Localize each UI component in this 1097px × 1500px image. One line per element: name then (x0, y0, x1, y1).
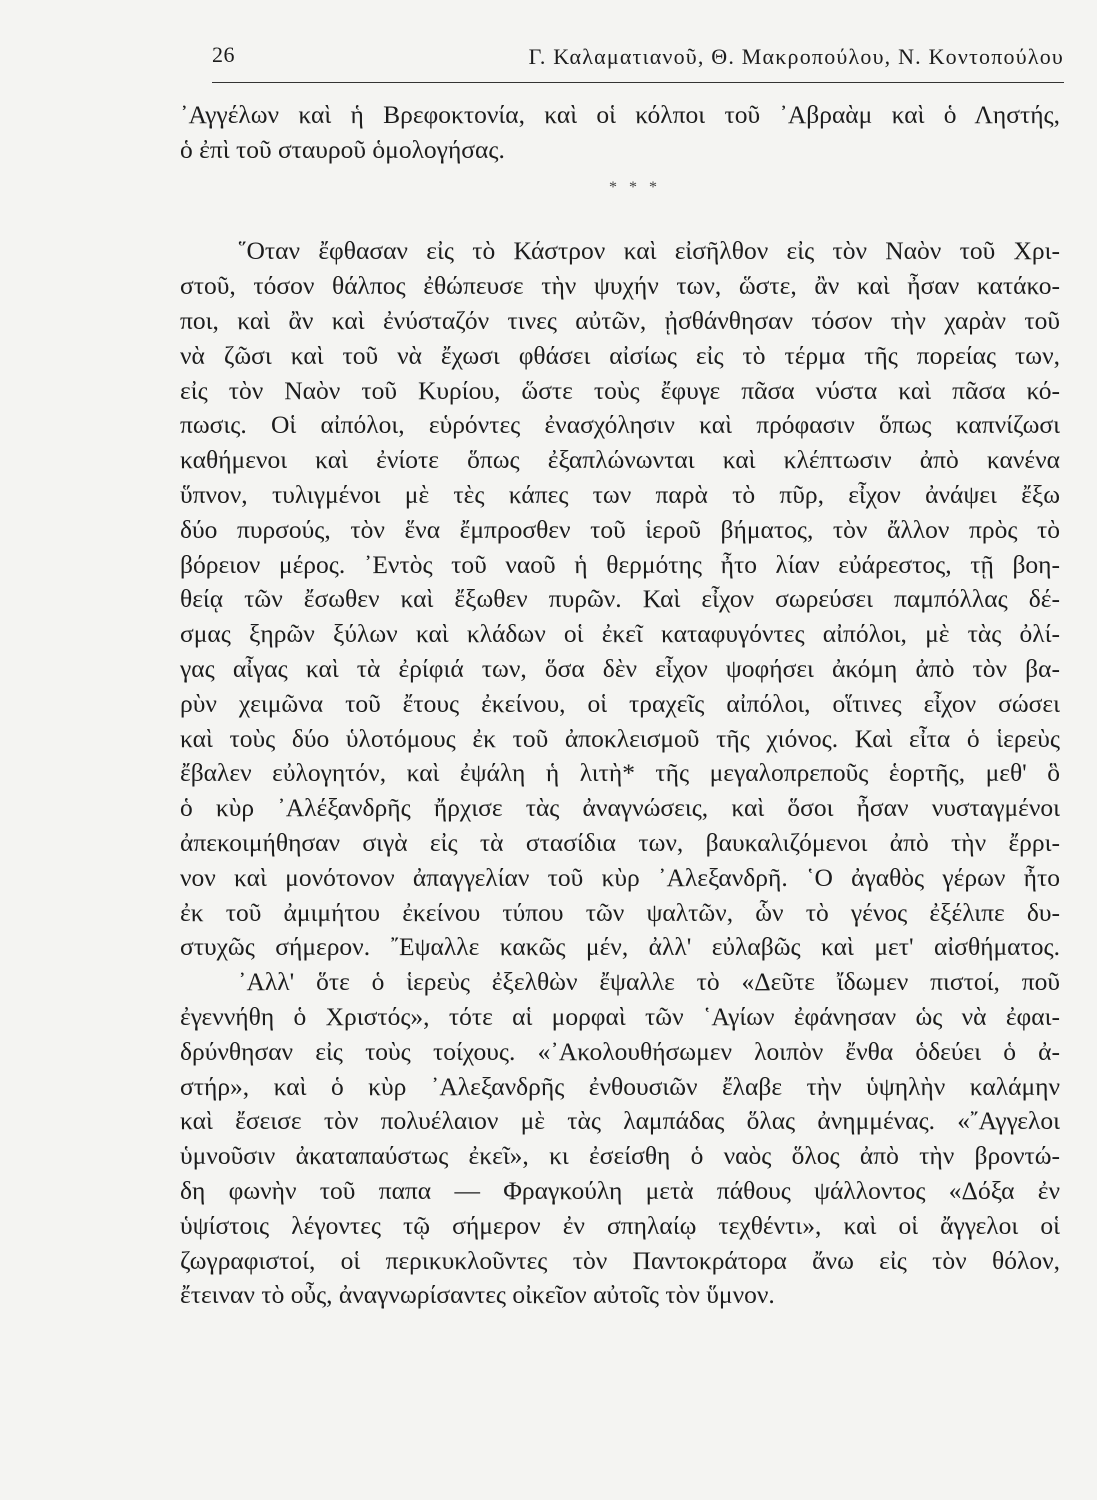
text-line: στήρ», καὶ ὁ κὺρ ᾿Αλεξανδρῆς ἐνθουσιῶν ἔλαβε τὴν ὑψηλὴν καλάμην (180, 1071, 1060, 1101)
text-line: ἐγεννήθη ὁ Χριστός», τότε αἱ μορφαὶ τῶν ῾Αγίων ἐφάνησαν ὡς νὰ ἐφαι- (180, 1001, 1060, 1031)
text-line: ἐκ τοῦ ἀμιμήτου ἐκείνου τύπου τῶν ψαλτῶν, ὧν τὸ γένος ἐξέλιπε δυ- (180, 897, 1060, 927)
text-line: πωσις. Οἱ αἰπόλοι, εὑρόντες ἐνασχόλησιν καὶ πρόφασιν ὅπως καπνίζωσι (180, 410, 1060, 440)
text-line: θείᾳ τῶν ἔσωθεν καὶ ἔξωθεν πυρῶν. Καὶ εἶχον σωρεύσει παμπόλλας δέ- (180, 584, 1060, 614)
text-line: εἰς τὸν Ναὸν τοῦ Κυρίου, ὥστε τοὺς ἔφυγε πᾶσα νύστα καὶ πᾶσα κό- (180, 375, 1060, 405)
text-line: νον καὶ μονότονον ἀπαγγελίαν τοῦ κὺρ ᾿Αλεξανδρῆ. ῾Ο ἀγαθὸς γέρων ἦτο (180, 862, 1060, 892)
text-line: καθήμενοι καὶ ἐνίοτε ὅπως ἐξαπλώνωνται καὶ κλέπτωσιν ἀπὸ κανένα (180, 445, 1060, 475)
text-line: βόρειον μέρος. ᾿Εντὸς τοῦ ναοῦ ἡ θερμότης ἦτο λίαν εὐάρεστος, τῇ βοη- (180, 549, 1060, 579)
text-line: καὶ ἔσεισε τὸν πολυέλαιον μὲ τὰς λαμπάδας ὅλας ἀνημμένας. «῎Αγγελοι (180, 1106, 1060, 1136)
text-line: ἔβαλεν εὐλογητόν, καὶ ἐψάλη ἡ λιτὴ* τῆς μεγαλοπρεποῦς ἑορτῆς, μεθ' ὃ (180, 758, 1060, 788)
text-line: ἀπεκοιμήθησαν σιγὰ εἰς τὰ στασίδια των, βαυκαλιζόμενοι ἀπὸ τὴν ἔρρι- (180, 827, 1060, 857)
text-line: στυχῶς σήμερον. ῎Εψαλλε κακῶς μέν, ἀλλ' εὐλαβῶς καὶ μετ' αἰσθήματος. (180, 932, 1060, 962)
text-line: δη φωνὴν τοῦ παπα — Φραγκούλη μετὰ πάθους ψάλλοντος «Δόξα ἐν (180, 1175, 1060, 1205)
section-break-asterisks: * * * (609, 178, 661, 196)
paragraph (180, 965, 1060, 1313)
text-line: γας αἶγας καὶ τὰ ἐρίφιά των, ὅσα δὲν εἶχον ψοφήσει ἀκόμη ἀπὸ τὸν βα- (180, 653, 1060, 683)
text-line: δρύνθησαν εἰς τοὺς τοίχους. «᾿Ακολουθήσωμεν λοιπὸν ἔνθα ὁδεύει ὁ ἀ- (180, 1036, 1060, 1066)
opening-passage (180, 98, 1060, 168)
text-line: σμας ξηρῶν ξύλων καὶ κλάδων οἱ ἐκεῖ καταφυγόντες αἰπόλοι, μὲ τὰς ὀλί- (180, 619, 1060, 649)
text-line: στοῦ, τόσον θάλπος ἐθώπευσε τὴν ψυχήν των, ὥστε, ἂν καὶ ἦσαν κατάκο- (180, 271, 1060, 301)
running-header (212, 38, 1064, 83)
text-line: νὰ ζῶσι καὶ τοῦ νὰ ἔχωσι φθάσει αἰσίως εἰς τὸ τέρμα τῆς πορείας των, (180, 340, 1060, 370)
text-line: ρὺν χειμῶνα τοῦ ἔτους ἐκείνου, οἱ τραχεῖς αἰπόλοι, οἵτινες εἶχον σώσει (180, 688, 1060, 718)
text-line: ὑψίστοις λέγοντες τῷ σήμερον ἐν σπηλαίῳ τεχθέντι», καὶ οἱ ἄγγελοι οἱ (180, 1210, 1060, 1240)
body-text (180, 98, 1060, 1313)
text-line: ὁ κὺρ ᾿Αλέξανδρῆς ἤρχισε τὰς ἀναγνώσεις, καὶ ὅσοι ἦσαν νυσταγμένοι (180, 793, 1060, 823)
text-line: ᾿Αγγέλων καὶ ἡ Βρεφοκτονία, καὶ οἱ κόλποι τοῦ ᾿Αβραὰμ καὶ ὁ Ληστής, (180, 100, 1060, 129)
paragraph (180, 234, 1060, 965)
page-number: 26 (212, 42, 235, 67)
text-line: ὑμνοῦσιν ἀκαταπαύστως ἐκεῖ», κι ἐσείσθη ὁ ναὸς ὅλος ἀπὸ τὴν βροντώ- (180, 1141, 1060, 1171)
text-line: ἔτειναν τὸ οὖς, ἀναγνωρίσαντες οἰκεῖον αὐτοῖς τὸν ὕμνον. (180, 1280, 775, 1310)
text-line: ᾿Αλλ' ὅτε ὁ ἱερεὺς ἐξελθὼν ἔψαλλε τὸ «Δεῦτε ἴδωμεν πιστοί, ποῦ (238, 967, 1060, 997)
text-line: δύο πυρσούς, τὸν ἕνα ἔμπροσθεν τοῦ ἱεροῦ βήματος, τὸν ἄλλον πρὸς τὸ (180, 514, 1060, 544)
running-title: Γ. Καλαματιανοῦ, Θ. Μακροπούλου, Ν. Κοντοπούλου (528, 44, 1064, 69)
text-line: ποι, καὶ ἂν καὶ ἐνύσταζόν τινες αὐτῶν, ᾐσθάνθησαν τόσον τὴν χαρὰν τοῦ (180, 305, 1060, 335)
text-line: ζωγραφιστοί, οἱ περικυκλοῦντες τὸν Παντοκράτορα ἄνω εἰς τὸν θόλον, (180, 1245, 1060, 1275)
text-line: ῞Οταν ἔφθασαν εἰς τὸ Κάστρον καὶ εἰσῆλθον εἰς τὸν Ναὸν τοῦ Χρι- (238, 236, 1060, 266)
text-line: καὶ τοὺς δύο ὑλοτόμους ἐκ τοῦ ἀποκλεισμοῦ τῆς χιόνος. Καὶ εἶτα ὁ ἱερεὺς (180, 723, 1060, 753)
text-line: ὁ ἐπὶ τοῦ σταυροῦ ὁμολογήσας. (180, 134, 505, 164)
text-line: ὕπνον, τυλιγμένοι μὲ τὲς κάπες των παρὰ τὸ πῦρ, εἶχον ἀνάψει ἔξω (180, 479, 1060, 509)
